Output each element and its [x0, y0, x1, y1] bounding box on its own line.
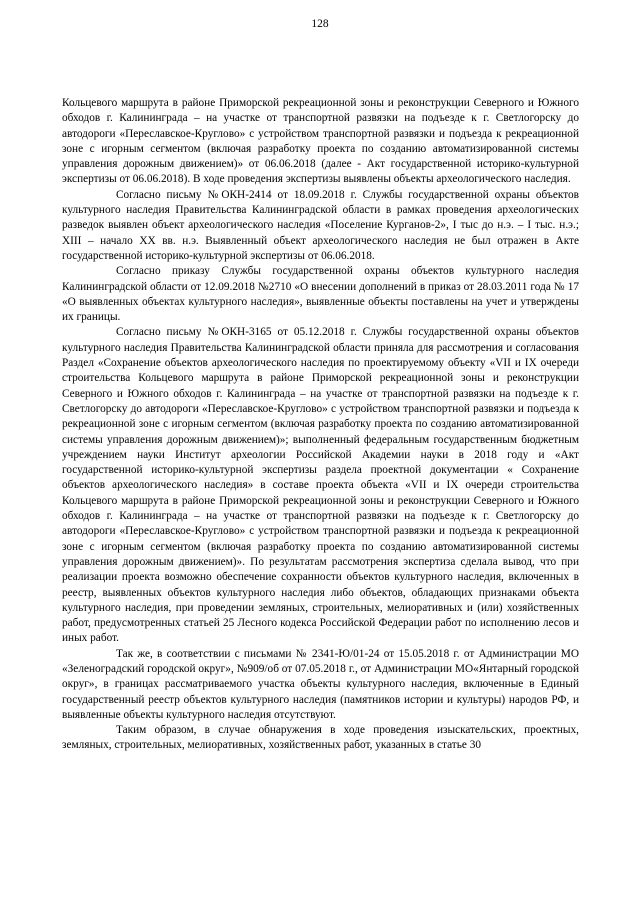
paragraph-letter-okn-3165: Согласно письму №ОКН-3165 от 05.12.2018 г. Службы государственной охраны объектов культурного наследия Правительства Калининградской области приняла для рассмотрения и согласования Раздел «Сохранение объектов археологического наследия по проектируемому объекту «VII и IX очереди строительства Кольцевого маршрута в районе Приморской рекреационной зоны и реконструкции Северного и Южного обходов г. Калининграда – на участке от транспортной развязки на подъезде к г. Светлогорску до автодороги «Переславское-Круглово» с устройством транспортной развязки и подъезда к рекреационной зоне с игорным сегментом (включая разработку проекта по созданию автоматизированной системы управления дорожным движением)»; выполненный федеральным государственным бюджетным учреждением науки Институт археологии Российской Академии науки в 2018 году и «Акт государственной историко-культурной экспертизы раздела проектной документации « Сохранение объектов археологического наследия» в составе проекта объекта «VII и IX очереди строительства Кольцевого маршрута в районе Приморской рекреационной зоны и реконструкции Северного и Южного обходов г. Калининграда – на участке от транспортной развязки на подъезде к г. Светлогорску до автодороги «Переславское-Круглово» с устройством транспортной развязки и подъезда к рекреационной зоне с игорным сегментом (включая разработку проекта по созданию автоматизированной системы управления дорожным движением)». По результатам рассмотрения экспертиза сделала вывод, что при реализации проекта возможно обеспечение сохранности объектов культурного наследия, включенных в реестр, выявленных объектов культурного наследия либо объектов, обладающих признаками объекта культурного наследия, при проведении земляных, строительных, мелиоративных и (или) хозяйственных работ, предусмотренных статьей 25 Лесного кодекса Российской Федерации работ по исполнению лесов и иных работ. — [62, 326, 579, 645]
document-body — [62, 96, 579, 754]
paragraph-letter-okn-2414: Согласно письму №ОКН-2414 от 18.09.2018 г. Службы государственной охраны объектов культурного наследия Правительства Калининградской области в рамках проведения археологических разведок выявлен объект археологического наследия «Поселение Курганов-2», I тыс до н.э. – I тыс. н.э.; XIII – начало XX вв. н.э. Выявленный объект археологического наследия не был отражен в Акте государственной историко-культурной экспертизы от 06.06.2018. — [62, 188, 579, 262]
page-number: 128 — [311, 18, 329, 30]
paragraph-administration-letters: Так же, в соответствии с письмами № 2341-Ю/01-24 от 15.05.2018 г. от Администрации МО «Зеленоградский городской округ», №909/об от 07.05.2018 г., от Администрации МО«Янтарный городской округ», в границах рассматриваемого участка объекты культурного наследия, включенные в Единый государственный реестр объектов культурного наследия (памятников истории и культуры) народов РФ, и выявленные объекты культурного наследия отсутствуют. — [62, 647, 579, 721]
paragraph-order-2710: Согласно приказу Службы государственной охраны объектов культурного наследия Калининградской области от 12.09.2018 №2710 «О внесении дополнений в приказ от 28.03.2011 года № 17 «О выявленных объектах культурного наследия», выявленные объекты поставлены на учет и утверждены их границы. — [62, 265, 579, 324]
paragraph-continuation: Кольцевого маршрута в районе Приморской рекреационной зоны и реконструкции Северного и Южного обходов г. Калининграда – на участке от транспортной развязки на подъезде к г. Светлогорску до автодороги «Переславское-Круглово» с устройством транспортной развязки и подъезда к рекреационной зоне с игорным сегментом (включая разработку проекта по созданию автоматизированной системы управления дорожным движением)» от 06.06.2018 (далее - Акт государственной историко-культурной экспертизы от 06.06.2018). В ходе проведения экспертизы выявлены объекты археологического наследия. — [62, 97, 579, 186]
paragraph-conclusion: Таким образом, в случае обнаружения в ходе проведения изыскательских, проектных, земляных, строительных, мелиоративных, хозяйственных работ, указанных в статье 30 — [62, 724, 579, 752]
